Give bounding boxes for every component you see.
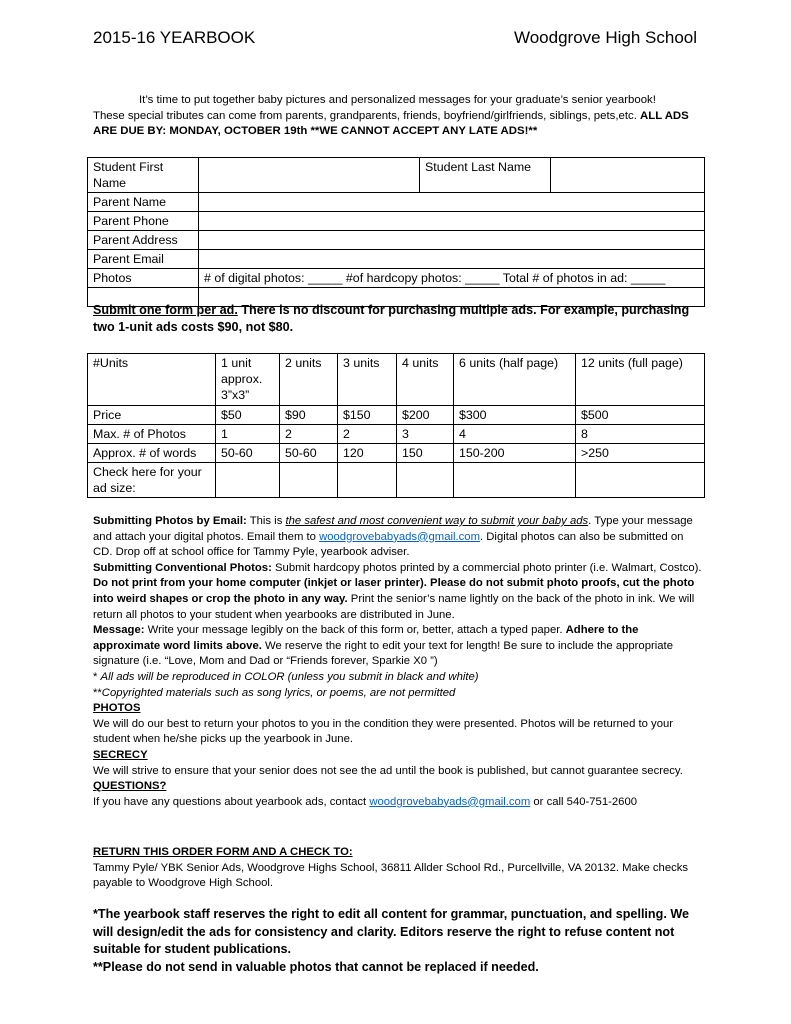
copyright-note (93, 686, 703, 702)
submit-notice (93, 302, 703, 336)
form-row-parent-address (88, 231, 705, 250)
intro-paragraph (93, 93, 697, 140)
table-cell: $90 (280, 406, 338, 425)
submit-notice-text: There is no discount for purchasing multiple ads. For example, purchasing two 1-unit ads costs $90, not $80. (93, 303, 690, 334)
due-date-notice: ALL ADS ARE DUE BY: MONDAY, OCTOBER 19th **WE CANNOT ACCEPT ANY LATE ADS!** (93, 109, 689, 138)
table-cell: 2 (280, 425, 338, 444)
conventional-instructions (93, 561, 703, 623)
form-row-parent-email (88, 250, 705, 269)
conventional-warning: Do not print from your home computer (inkjet or laser printer). Please do not submit photo proofs, cut the photo into weird shapes or crop the photo in any way. (93, 577, 695, 605)
units-header: #Units (88, 354, 216, 406)
secrecy-heading: SECRECY (93, 748, 148, 761)
photos-heading: PHOTOS (93, 702, 141, 715)
units-header: 6 units (half page) (454, 354, 576, 406)
questions-email-link[interactable]: woodgrovebabyads@gmail.com (369, 795, 531, 808)
parent-address-label: Parent Address (88, 231, 199, 250)
table-cell: $50 (216, 406, 280, 425)
color-note (93, 670, 703, 686)
final-notes (93, 906, 705, 976)
table-cell: 4 (454, 425, 576, 444)
units-header: 4 units (397, 354, 454, 406)
parent-address-field[interactable] (199, 231, 705, 250)
form-row-parent-name (88, 193, 705, 212)
email-emphasis: the safest and most convenient way to submit your baby ads (285, 515, 589, 527)
photos-count-fields[interactable]: # of digital photos: _____ #of hardcopy photos: _____ Total # of photos in ad: _____ (199, 269, 705, 288)
table-cell: 2 (338, 425, 397, 444)
table-cell: $200 (397, 406, 454, 425)
table-cell: 150-200 (454, 444, 576, 463)
student-info-form (87, 157, 705, 307)
text-span: . Digital photos can also be submitted on CD. Drop off at school office for Tammy Pyle, yearbook adviser. (93, 530, 684, 559)
price-row (88, 406, 705, 425)
check-size-box-12-units[interactable] (576, 463, 705, 498)
units-header: 2 units (280, 354, 338, 406)
check-size-box-3-units[interactable] (338, 463, 397, 498)
text-span: This is (246, 515, 286, 527)
ad-size-table (87, 353, 705, 498)
table-cell: Price (88, 406, 216, 425)
text-span: Submit hardcopy photos printed by a commercial photo printer (i.e. Walmart, Costco). (271, 561, 702, 574)
units-header: 1 unit approx. 3”x3” (216, 354, 280, 406)
email-label: Submitting Photos by Email: (93, 515, 247, 527)
submit-one-form: Submit one form per ad. (93, 303, 238, 317)
units-header: 3 units (338, 354, 397, 406)
check-size-row (88, 463, 705, 498)
form-row-photos (88, 269, 705, 288)
school-name: Woodgrove High School (513, 28, 697, 47)
text-span: . Type your message and attach your digital photos. Email them to (93, 515, 693, 543)
parent-name-label: Parent Name (88, 193, 199, 212)
form-row-parent-phone (88, 212, 705, 231)
units-header-row (88, 354, 705, 406)
table-cell: $500 (576, 406, 705, 425)
photos-text: We will do our best to return your photos to you in the condition they were presented. Photos will be returned to your student when he/she picks up the yearbook in June. (93, 717, 674, 746)
table-cell: 50-60 (280, 444, 338, 463)
intro-line-1: It’s time to put together baby pictures and personalized messages for your graduate’s senior yearbook! (139, 94, 656, 106)
return-section (93, 845, 703, 892)
text-span: * (93, 670, 101, 683)
return-address: Tammy Pyle/ YBK Senior Ads, Woodgrove Highs School, 36811 Allder School Rd., Purcellville, VA 20132. Make checks payable to Woodgrove High School. (93, 861, 689, 890)
table-cell: $300 (454, 406, 576, 425)
word-limit-warning: Adhere to the approximate word limits above. (93, 624, 639, 652)
last-name-field[interactable] (551, 158, 705, 193)
parent-email-field[interactable] (199, 250, 705, 269)
email-link[interactable]: woodgrovebabyads@gmail.com (319, 530, 480, 543)
last-name-label: Student Last Name (420, 158, 551, 193)
secrecy-text: We will strive to ensure that your senior does not see the ad until the book is published, but cannot guarantee secrecy. (93, 764, 683, 777)
first-name-field[interactable] (199, 158, 420, 193)
text-span: We reserve the right to edit your text for length! Be sure to include the appropriate signature (i.e. “Love, Mom and Dad or “Friends forever, Sparkie X0 ”) (93, 639, 673, 668)
first-name-label: Student First Name (88, 158, 199, 193)
check-size-label: Check here for your ad size: (88, 463, 216, 498)
text-span: Print the senior’s name lightly on the back of the photo in ink. We will return all photos to your student when yearbooks are distributed in June. (93, 592, 695, 621)
valuable-photos-notice: **Please do not send in valuable photos that cannot be replaced if needed. (93, 959, 539, 974)
check-size-box-4-units[interactable] (397, 463, 454, 498)
parent-email-label: Parent Email (88, 250, 199, 269)
text-span: Write your message legibly on the back of this form or, better, attach a typed paper. (144, 624, 566, 637)
text-span: ** (93, 686, 102, 699)
email-instructions (93, 514, 703, 561)
conventional-label: Submitting Conventional Photos: (93, 561, 272, 574)
copyright-note-text: Copyrighted materials such as song lyrics, or poems, are not permitted (101, 686, 456, 699)
questions-heading: QUESTIONS? (93, 780, 167, 793)
parent-phone-field[interactable] (199, 212, 705, 231)
questions-text (93, 795, 703, 811)
table-cell: 3 (397, 425, 454, 444)
table-cell: 50-60 (216, 444, 280, 463)
check-size-box-2-units[interactable] (280, 463, 338, 498)
photos-label: Photos (88, 269, 199, 288)
message-label: Message: (93, 624, 145, 637)
word-count-row (88, 444, 705, 463)
table-cell: Approx. # of words (88, 444, 216, 463)
edit-rights-notice: *The yearbook staff reserves the right to edit all content for grammar, punctuation, and spelling. We will design/edit the ads for consistency and clarity. Editors reserve the right to refuse content not suitable for student publications. (93, 907, 689, 957)
header-title: 2015-16 YEARBOOK (93, 28, 256, 47)
max-photos-row (88, 425, 705, 444)
parent-phone-label: Parent Phone (88, 212, 199, 231)
units-header: 12 units (full page) (576, 354, 705, 406)
table-cell: 150 (397, 444, 454, 463)
message-instructions (93, 623, 703, 670)
check-size-box-1-unit[interactable] (216, 463, 280, 498)
text-span: or call 540-751-2600 (530, 795, 638, 808)
parent-name-field[interactable] (199, 193, 705, 212)
table-cell: 120 (338, 444, 397, 463)
table-cell: $150 (338, 406, 397, 425)
check-size-box-6-units[interactable] (454, 463, 576, 498)
table-cell: Max. # of Photos (88, 425, 216, 444)
instructions (93, 514, 703, 810)
table-cell: 1 (216, 425, 280, 444)
form-row-name (88, 158, 705, 193)
table-cell: 8 (576, 425, 705, 444)
text-span: If you have any questions about yearbook ads, contact (93, 795, 370, 808)
return-heading: RETURN THIS ORDER FORM AND A CHECK TO: (93, 846, 353, 858)
intro-line-2: These special tributes can come from parents, grandparents, friends, boyfriend/girlfriends, siblings, pets,etc. (93, 109, 637, 122)
color-note-text: All ads will be reproduced in COLOR (unless you submit in black and white) (100, 670, 479, 683)
table-cell: >250 (576, 444, 705, 463)
